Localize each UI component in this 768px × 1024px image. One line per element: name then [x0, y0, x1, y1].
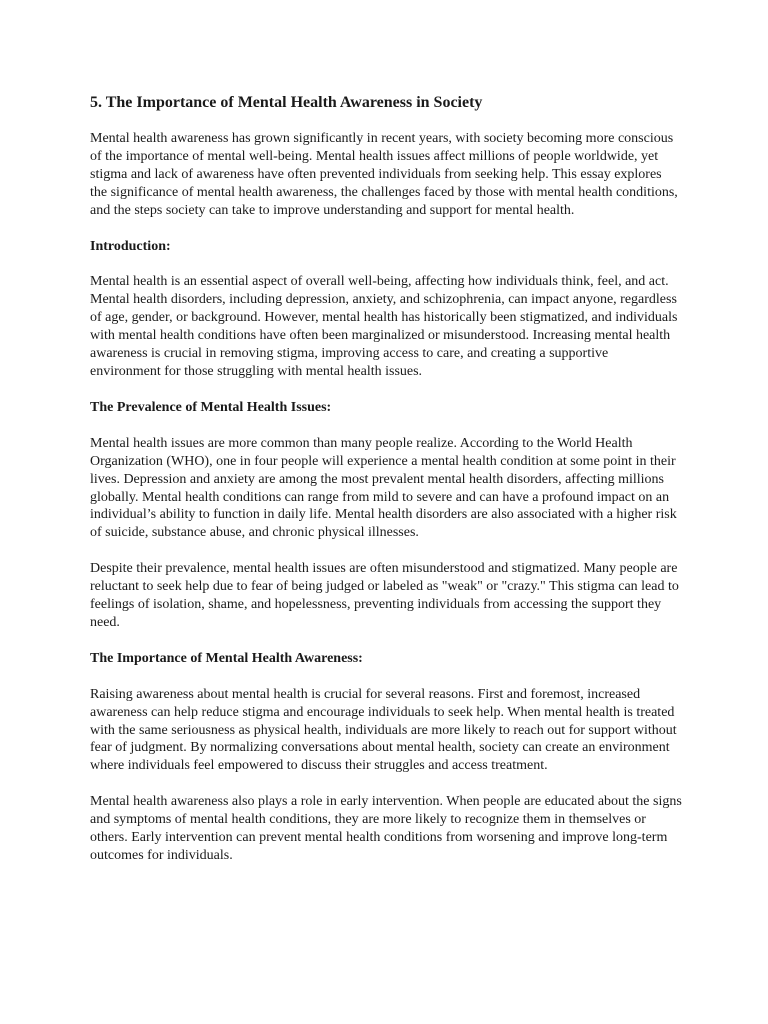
prevalence-paragraph-1: Mental health issues are more common than many people realize. According to the World Health Organization (WHO), one in four people will experience a mental health condition at some point in their lives. Depression and anxiety are among the most prevalent mental health disorders, affecting millions globally. Mental health conditions can range from mild to severe and can have a profound impact on an individual’s ability to function in daily life. Mental health disorders are also associated with a higher risk of suicide, substance abuse, and chronic physical illnesses.: [90, 435, 677, 541]
section-heading-prevalence: The Prevalence of Mental Health Issues:: [90, 399, 332, 415]
document-title: 5. The Importance of Mental Health Awareness in Society: [90, 94, 483, 111]
prevalence-paragraph-2: Despite their prevalence, mental health issues are often misunderstood and stigmatized. Many people are reluctant to seek help due to fear of being judged or labeled as "weak" or "crazy." This stigma can lead to feelings of isolation, shame, and hopelessness, preventing individuals from accessing the support they need.: [90, 561, 679, 630]
importance-paragraph-2: Mental health awareness also plays a role in early intervention. When people are educated about the signs and symptoms of mental health conditions, they are more likely to recognize them in themselves or others. Early intervention can prevent mental health conditions from worsening and improve long-term outcomes for individuals.: [90, 794, 682, 863]
importance-paragraph-1: Raising awareness about mental health is crucial for several reasons. First and foremost, increased awareness can help reduce stigma and encourage individuals to seek help. When mental health is treated with the same seriousness as physical health, individuals are more likely to reach out for support without fear of judgment. By normalizing conversations about mental health, society can create an environment where individuals feel empowered to discuss their struggles and access treatment.: [90, 686, 677, 774]
intro-paragraph: Mental health awareness has grown significantly in recent years, with society becoming more conscious of the importance of mental well-being. Mental health issues affect millions of people worldwide, yet stigma and lack of awareness have often prevented individuals from seeking help. This essay explores the significance of mental health awareness, the challenges faced by those with mental health conditions, and the steps society can take to improve understanding and support for mental health.: [90, 131, 678, 218]
document-page: [90, 92, 682, 883]
section-heading-importance: The Importance of Mental Health Awareness:: [90, 650, 363, 666]
introduction-paragraph: Mental health is an essential aspect of overall well-being, affecting how individuals think, feel, and act. Mental health disorders, including depression, anxiety, and schizophrenia, can impact anyone, regardless of age, gender, or background. However, mental health has historically been stigmatized, and individuals with mental health conditions have often been marginalized or misunderstood. Increasing mental health awareness is crucial in removing stigma, improving access to care, and creating a supportive environment for those struggling with mental health issues.: [90, 274, 678, 379]
section-heading-introduction: Introduction:: [90, 238, 171, 254]
